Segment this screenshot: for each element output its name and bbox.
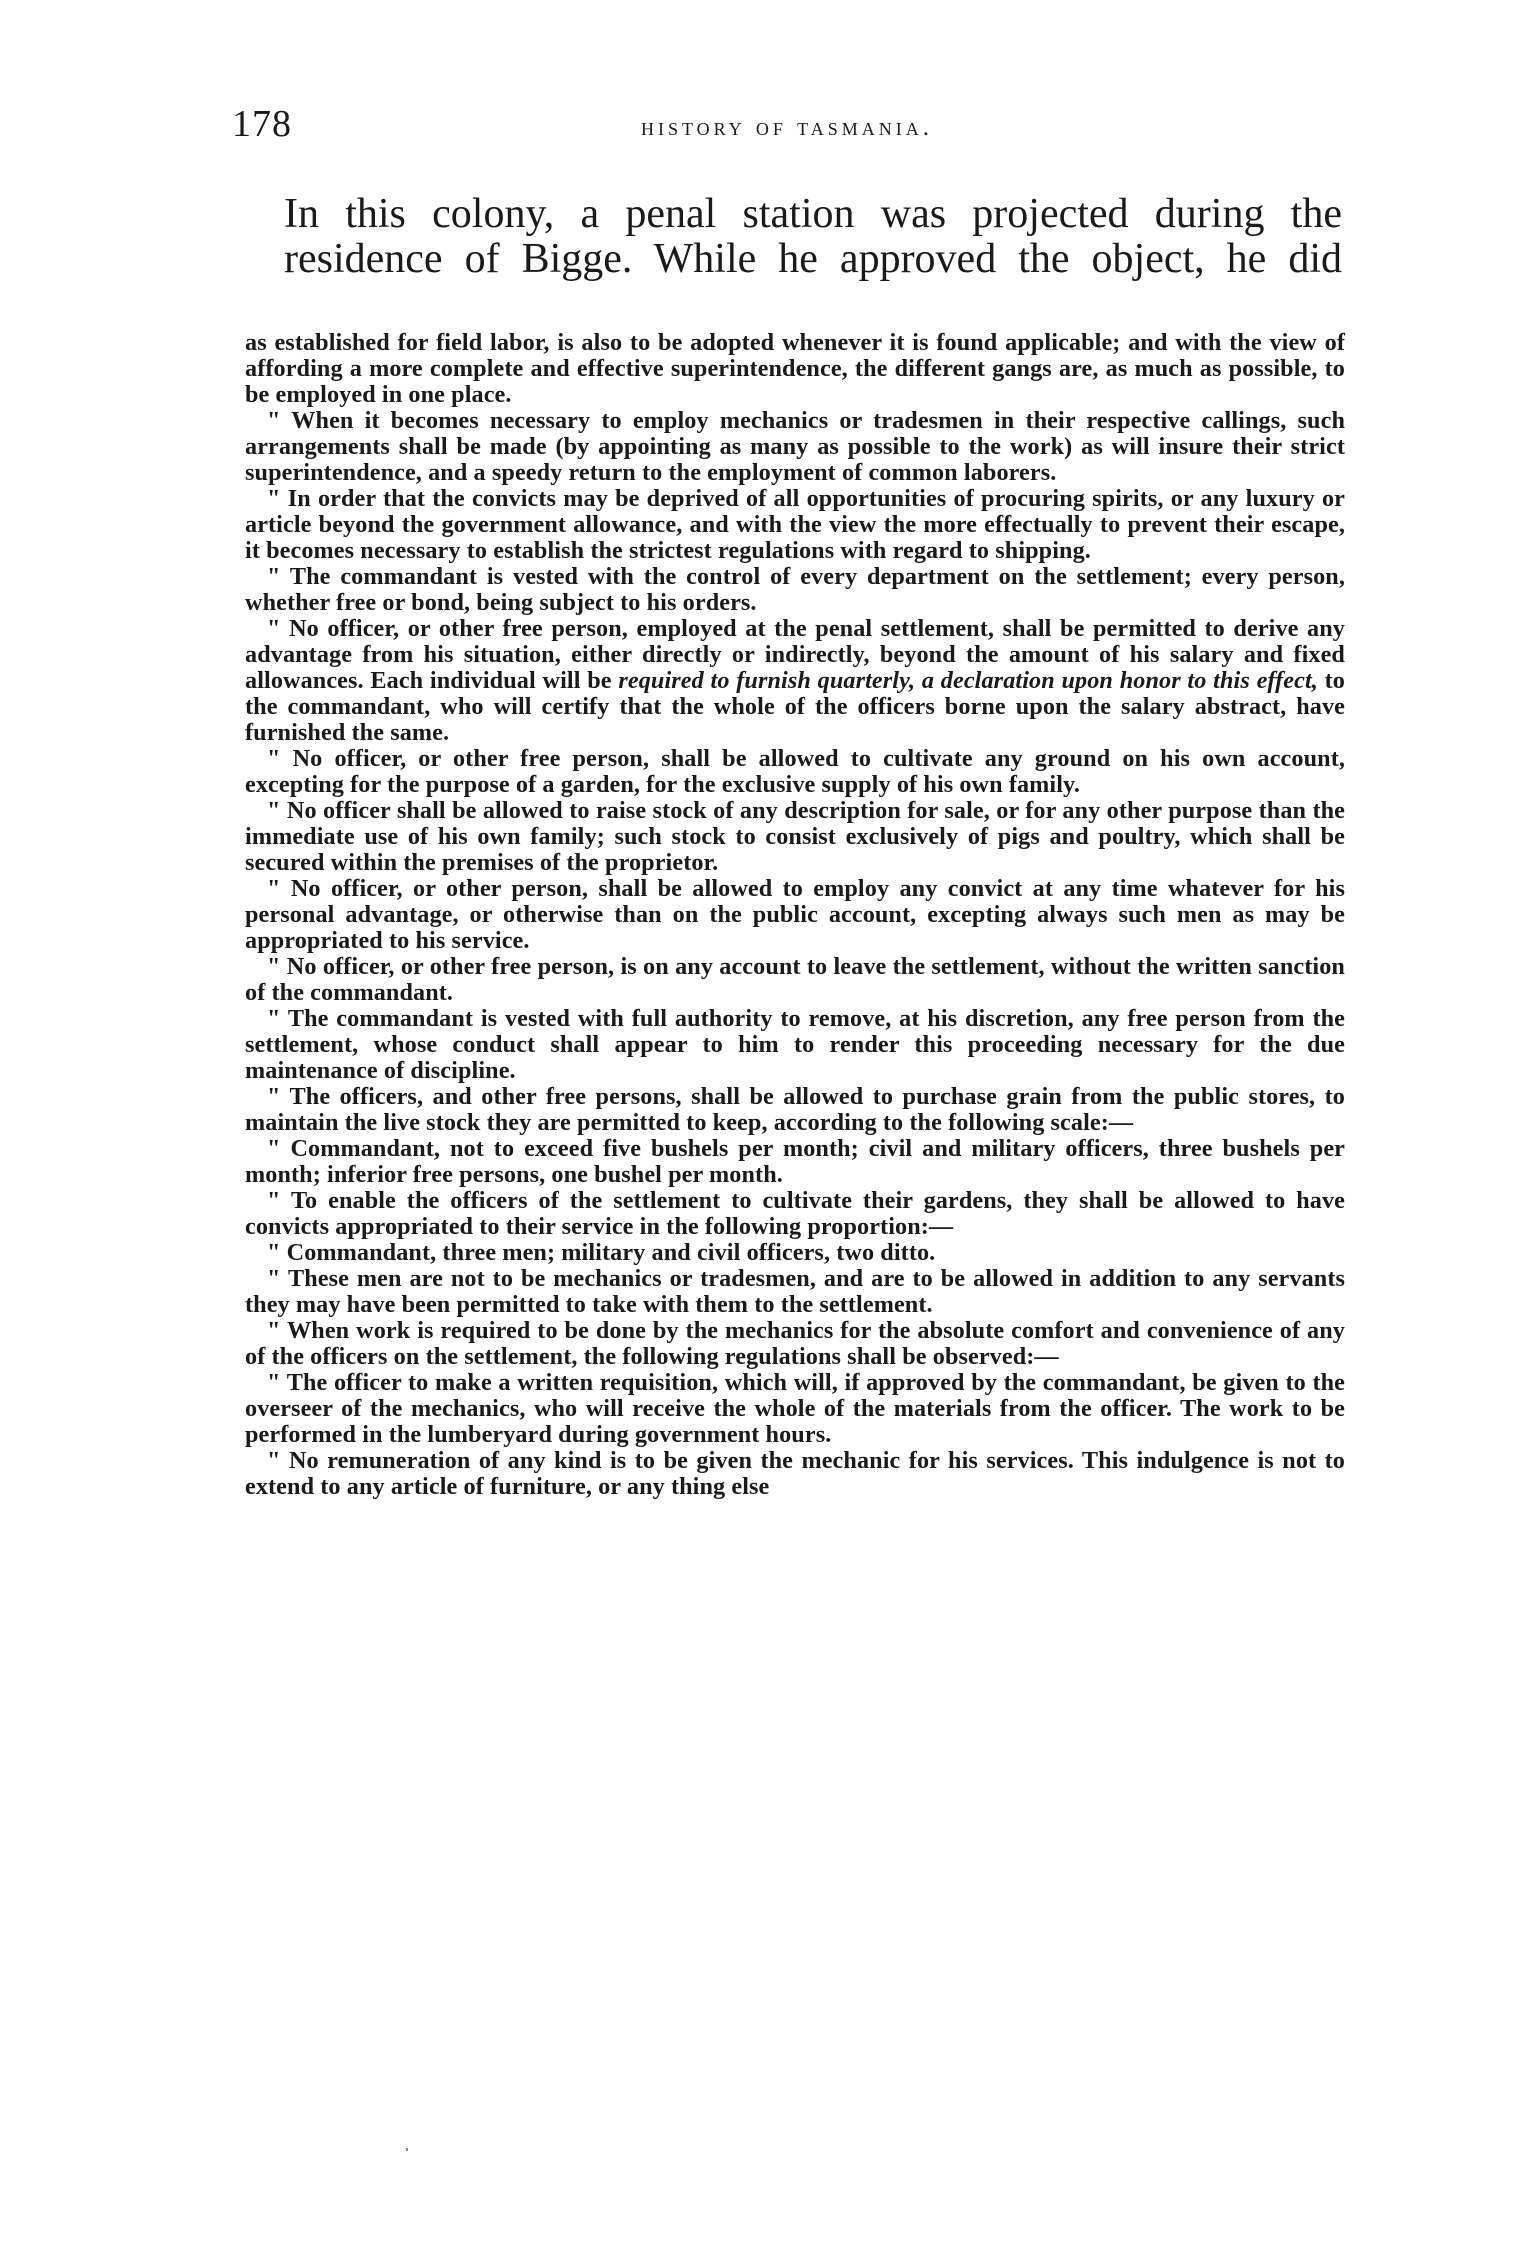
italic-phrase: required to furnish quarterly, a declaration upon honor to this effect, xyxy=(618,667,1318,694)
paragraph: " The officer to make a written requisition, which will, if approved by the commandant, be given to the overseer of the mechanics, who will receive the whole of the materials from the officer. The work to be performed in the lumberyard during government hours. xyxy=(245,1369,1345,1448)
running-head xyxy=(232,102,1342,152)
paragraph-lead: " No officer, or other free person, employed at the penal settlement, shall be permitted to derive any advantage from his situation, either directly or indirectly, beyond the amount of his salary and fixed allowances. Each individual will be xyxy=(245,615,1345,694)
quoted-regulations xyxy=(245,330,1345,1500)
paragraph: " No officer, or other person, shall be allowed to employ any convict at any time whatever for his personal advantage, or otherwise than on the public account, excepting always such men as may be appropriated to his service. xyxy=(245,875,1345,954)
intro-paragraph xyxy=(284,192,1342,282)
paragraph: " No officer, or other free person, shall be allowed to cultivate any ground on his own account, excepting for the purpose of a garden, for the exclusive supply of his own family. xyxy=(245,745,1345,798)
paragraph: as established for field labor, is also to be adopted whenever it is found applicable; and with the view of affording a more complete and effective superintendence, the different gangs are, as much as possible, to be employed in one place. xyxy=(245,329,1345,408)
paragraph-with-italic xyxy=(245,616,1345,746)
paragraph: " No officer shall be allowed to raise stock of any description for sale, or for any other purpose than the immediate use of his own family; such stock to consist exclusively of pigs and poultry, which shall be secured within the premises of the proprietor. xyxy=(245,797,1345,876)
paragraph: " These men are not to be mechanics or tradesmen, and are to be allowed in addition to any servants they may have been permitted to take with them to the settlement. xyxy=(245,1265,1345,1318)
paragraph: " In order that the convicts may be deprived of all opportunities of procuring spirits, or any luxury or article beyond the government allowance, and with the view the more effectually to prevent their escape, it becomes necessary to establish the strictest regulations with regard to shipping. xyxy=(245,485,1345,564)
intro-line: residence of Bigge. While he approved the object, he did xyxy=(284,236,1342,282)
paragraph: " The commandant is vested with full authority to remove, at his discretion, any free person from the settlement, whose conduct shall appear to him to render this proceeding necessary for the due maintenance of discipline. xyxy=(245,1005,1345,1084)
ink-speck xyxy=(406,2148,408,2151)
page-number: 178 xyxy=(232,103,292,145)
paragraph: " The commandant is vested with the control of every department on the settlement; every person, whether free or bond, being subject to his orders. xyxy=(245,563,1345,616)
paragraph: " The officers, and other free persons, shall be allowed to purchase grain from the public stores, to maintain the live stock they are permitted to keep, according to the following scale:— xyxy=(245,1083,1345,1136)
paragraph: " No remuneration of any kind is to be given the mechanic for his services. This indulgence is not to extend to any article of furniture, or any thing else xyxy=(245,1447,1345,1500)
paragraph: " Commandant, not to exceed five bushels per month; civil and military officers, three bushels per month; inferior free persons, one bushel per month. xyxy=(245,1135,1345,1188)
paragraph: " No officer, or other free person, is on any account to leave the settlement, without the written sanction of the commandant. xyxy=(245,953,1345,1006)
paragraph: " To enable the officers of the settlement to cultivate their gardens, they shall be allowed to have convicts appropriated to their service in the following proportion:— xyxy=(245,1187,1345,1240)
paragraph-tail: to the commandant, who will certify that the whole of the officers borne upon the salary abstract, have furnished the same. xyxy=(245,667,1346,746)
intro-line: In this colony, a penal station was projected during the xyxy=(284,191,1342,237)
running-title: history of tasmania. xyxy=(640,114,933,141)
paragraph: " When work is required to be done by the mechanics for the absolute comfort and convenience of any of the officers on the settlement, the following regulations shall be observed:— xyxy=(245,1317,1345,1370)
paragraph: " When it becomes necessary to employ mechanics or tradesmen in their respective callings, such arrangements shall be made (by appointing as many as possible to the work) as will insure their strict superintendence, and a speedy return to the employment of common laborers. xyxy=(245,407,1345,486)
paragraph: " Commandant, three men; military and civil officers, two ditto. xyxy=(267,1239,936,1266)
